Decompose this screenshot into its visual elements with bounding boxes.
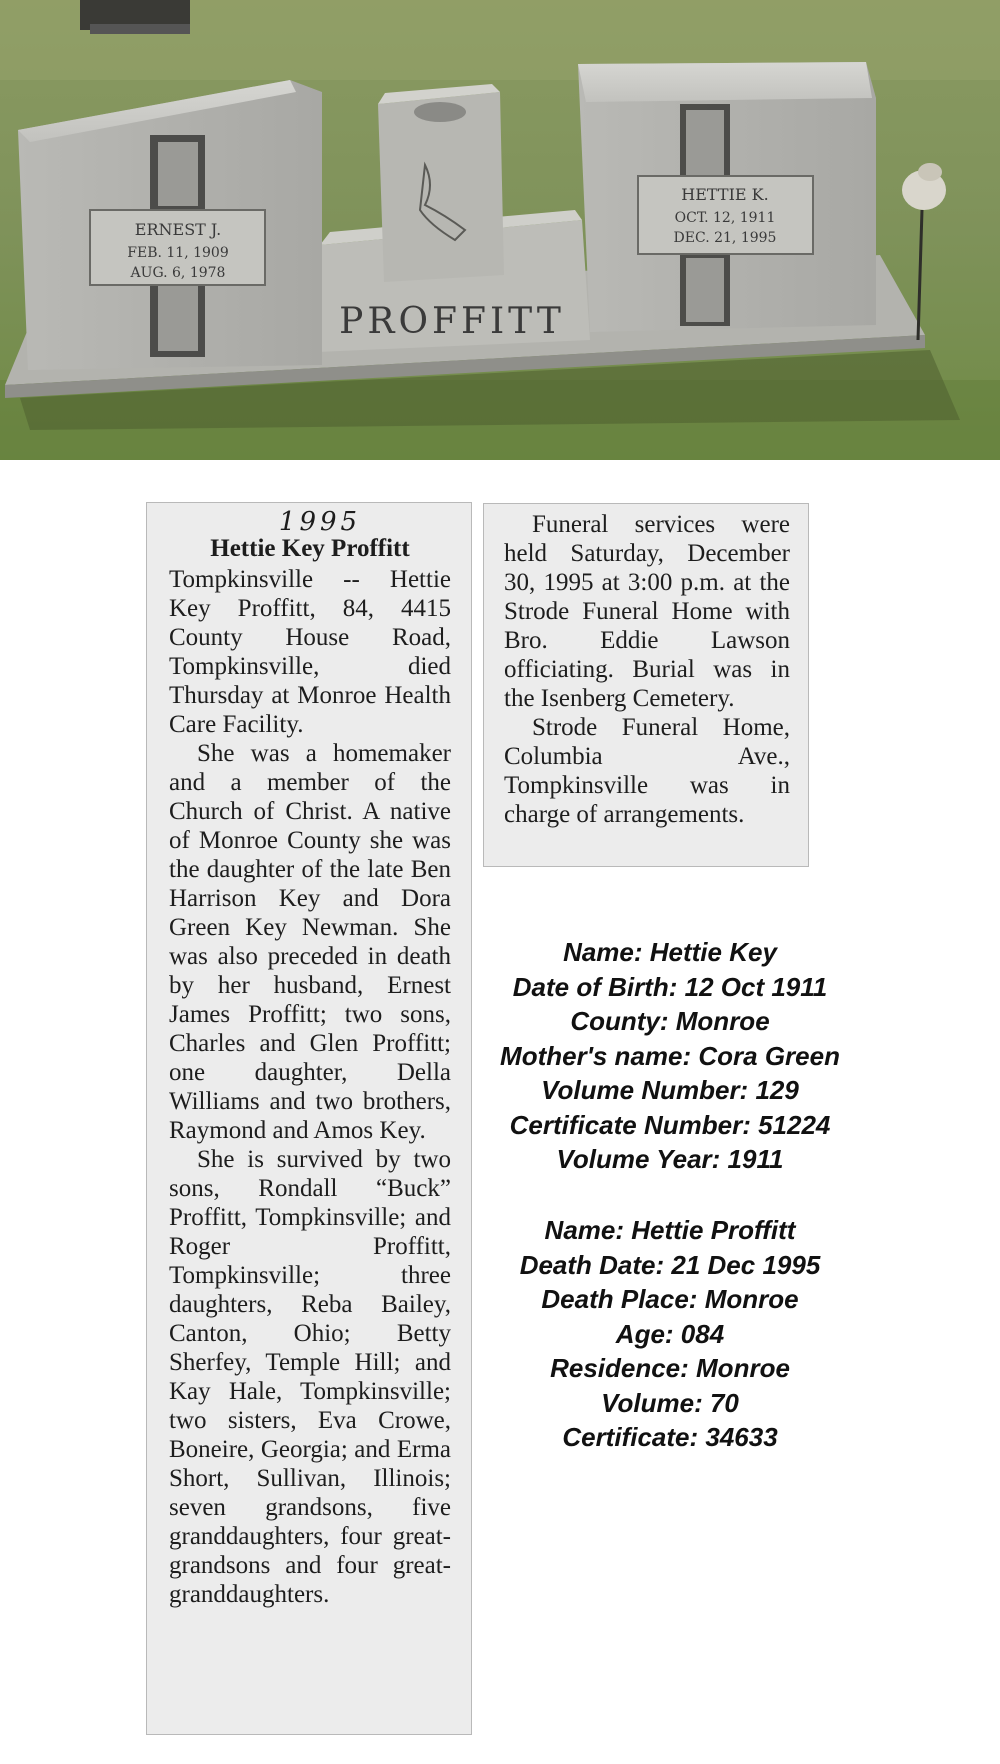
surname-engraving: PROFFITT	[339, 301, 565, 342]
funeral-paragraph-1: Funeral services were held Saturday, December 30, 1995 at 3:00 p.m. at the Strode Funeral Home with Bro. Eddie Lawson officiating. Burial was in the Isenberg Cemetery.	[504, 511, 790, 712]
death-record-residence: Residence: Monroe	[550, 1353, 790, 1383]
death-record-volume: Volume: 70	[601, 1387, 739, 1418]
left-died-engraving: AUG. 6, 1978	[130, 265, 226, 281]
death-record-date: Death Date: 21 Dec 1995	[519, 1249, 821, 1280]
right-name-engraving: HETTIE K.	[681, 185, 769, 204]
left-name-engraving: ERNEST J.	[134, 220, 222, 239]
right-born-engraving: OCT. 12, 1911	[674, 210, 776, 226]
funeral-paragraph-2: Strode Funeral Home, Columbia Ave., Tompkinsville was in charge of arrangements.	[504, 714, 790, 828]
handwritten-year: 1995	[278, 507, 362, 537]
birth-record-volume: Volume Number: 129	[541, 1075, 799, 1105]
obituary-clipping	[146, 502, 472, 1735]
gravestone-photo	[0, 0, 1000, 460]
birth-record-volume-year: Volume Year: 1911	[556, 1144, 784, 1174]
birth-record-date: Date of Birth: 12 Oct 1911	[512, 971, 828, 1002]
death-record-certificate: Certificate: 34633	[562, 1422, 778, 1452]
birth-record-county: County: Monroe	[570, 1006, 770, 1036]
obituary-paragraph-2: She was a homemaker and a member of the Church of Christ. A native of Monroe County she was the daughter of the late Ben Harrison Key and Dora Green Key Newman. She was also preceded in death by her husband, Ernest James Proffitt; two sons, Charles and Glen Proffitt; one daughter, Della Williams and two brothers, Raymond and Amos Key.	[169, 740, 451, 1144]
birth-record-name: Name: Hettie Key	[563, 937, 777, 967]
obituary-paragraph-3: She is survived by two sons, Rondall “Buck” Proffitt, Tompkinsville; and Roger Proffitt, Tompkinsville; three daughters, Reba Bailey, Canton, Ohio; Betty Sherfey, Temple Hill; and Kay Hale, Tompkinsville; two sisters, Eva Crowe, Boneire, Georgia; and Erma Short, Sullivan, Illinois; seven grandsons, five granddaughters, four great-grandsons and four great-granddaughters.	[169, 1146, 451, 1608]
obituary-title: Hettie Key Proffitt	[210, 535, 410, 562]
death-record-age: Age: 084	[615, 1318, 725, 1349]
gravestone-illustration	[0, 0, 1000, 460]
right-died-engraving: DEC. 21, 1995	[673, 230, 777, 246]
obituary-paragraph-1: Tompkinsville -- Hettie Key Proffitt, 84, 4415 County House Road, Tompkinsville, died Thursday at Monroe Health Care Facility.	[169, 566, 451, 738]
left-born-engraving: FEB. 11, 1909	[127, 245, 229, 261]
death-record-place: Death Place: Monroe	[541, 1284, 799, 1314]
death-record-name: Name: Hettie Proffitt	[544, 1215, 796, 1245]
birth-record-certificate: Certificate Number: 51224	[509, 1109, 831, 1140]
death-record	[470, 1213, 870, 1455]
funeral-clipping	[483, 503, 809, 867]
birth-record	[470, 935, 870, 1177]
birth-record-mother: Mother's name: Cora Green	[500, 1040, 840, 1071]
